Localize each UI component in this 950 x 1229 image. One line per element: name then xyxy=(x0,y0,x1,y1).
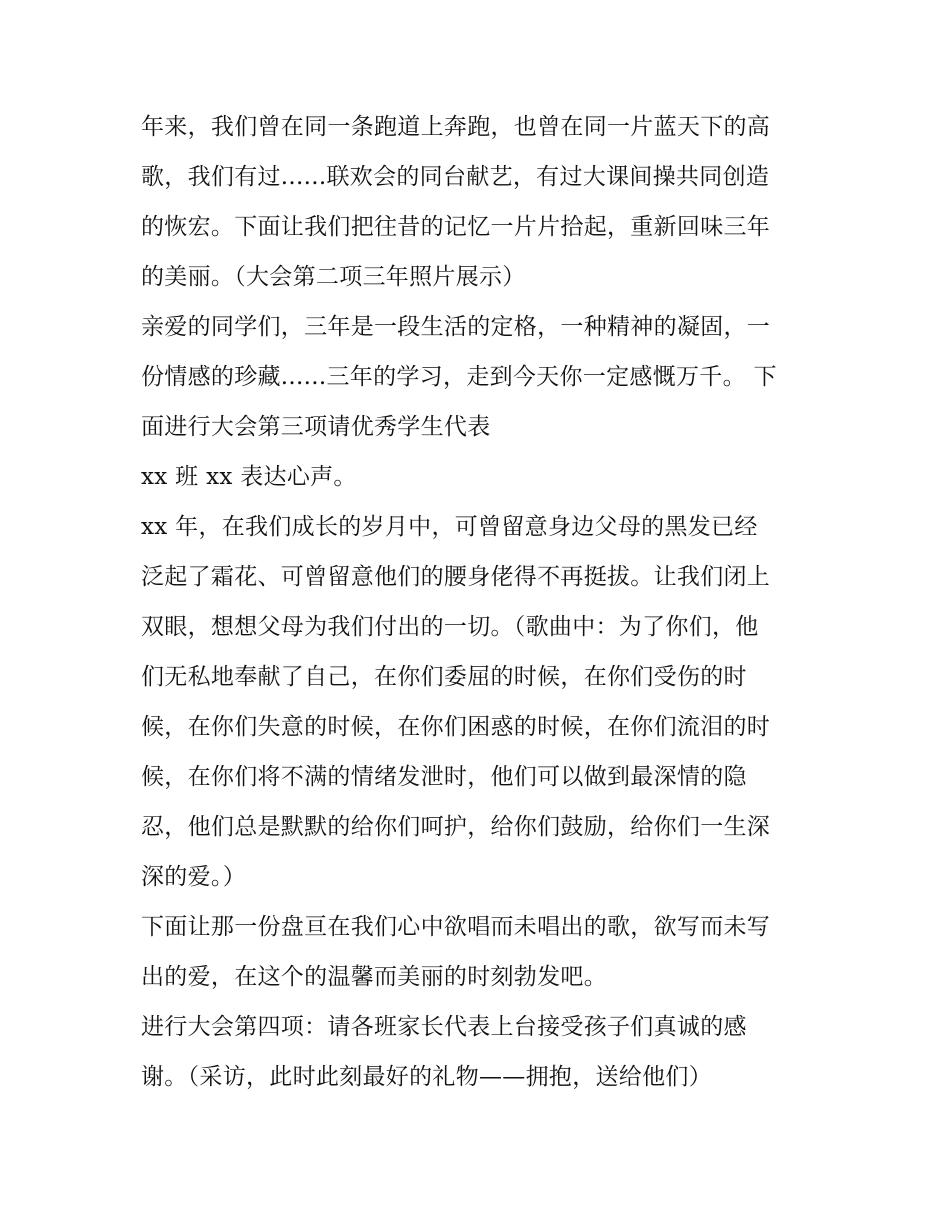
text-line: 面进行大会第三项请优秀学生代表 xyxy=(141,414,491,440)
text-line: 候，在你们失意的时候，在你们困惑的时候，在你们流泪的时 xyxy=(141,714,771,740)
text-line: xx 年，在我们成长的岁月中，可曾留意身边父母的黑发已经 xyxy=(141,514,758,540)
text-line: 歌，我们有过......联欢会的同台献艺，有过大课间操共同创造 xyxy=(141,164,770,190)
text-line: 们无私地奉献了自己，在你们委屈的时候，在你们受伤的时 xyxy=(141,664,747,690)
text-line: 泛起了霜花、可曾留意他们的腰身佬得不再挺拔。让我们闭上 xyxy=(141,564,771,590)
text-line: 双眼，想想父母为我们付出的一切。（歌曲中：为了你们，他 xyxy=(141,614,759,640)
text-line: 的恢宏。下面让我们把往昔的记忆一片片拾起，重新回味三年 xyxy=(141,214,771,240)
text-line: 出的爱，在这个的温馨而美丽的时刻勃发吧。 xyxy=(141,964,607,990)
text-line: 的美丽。（大会第二项三年照片展示） xyxy=(141,264,526,290)
text-line: 年来，我们曾在同一条跑道上奔跑，也曾在同一片蓝天下的高 xyxy=(141,114,771,140)
text-line: xx 班 xx 表达心声。 xyxy=(141,464,357,490)
text-line: 候，在你们将不满的情绪发泄时，他们可以做到最深情的隐 xyxy=(141,764,747,790)
text-line: 份情感的珍藏......三年的学习，走到今天你一定感慨万千。 下 xyxy=(141,364,777,390)
text-line: 进行大会第四项：请各班家长代表上台接受孩子们真诚的感 xyxy=(141,1014,747,1040)
text-line: 下面让那一份盘亘在我们心中欲唱而未唱出的歌，欲写而未写 xyxy=(141,914,771,940)
text-line: 深的爱。） xyxy=(141,864,246,890)
text-line: 忍，他们总是默默的给你们呵护，给你们鼓励，给你们一生深 xyxy=(141,814,771,840)
text-line: 亲爱的同学们，三年是一段生活的定格，一种精神的凝固，一 xyxy=(141,314,771,340)
text-line: 谢。（采访，此时此刻最好的礼物——拥抱，送给他们） xyxy=(141,1064,712,1090)
